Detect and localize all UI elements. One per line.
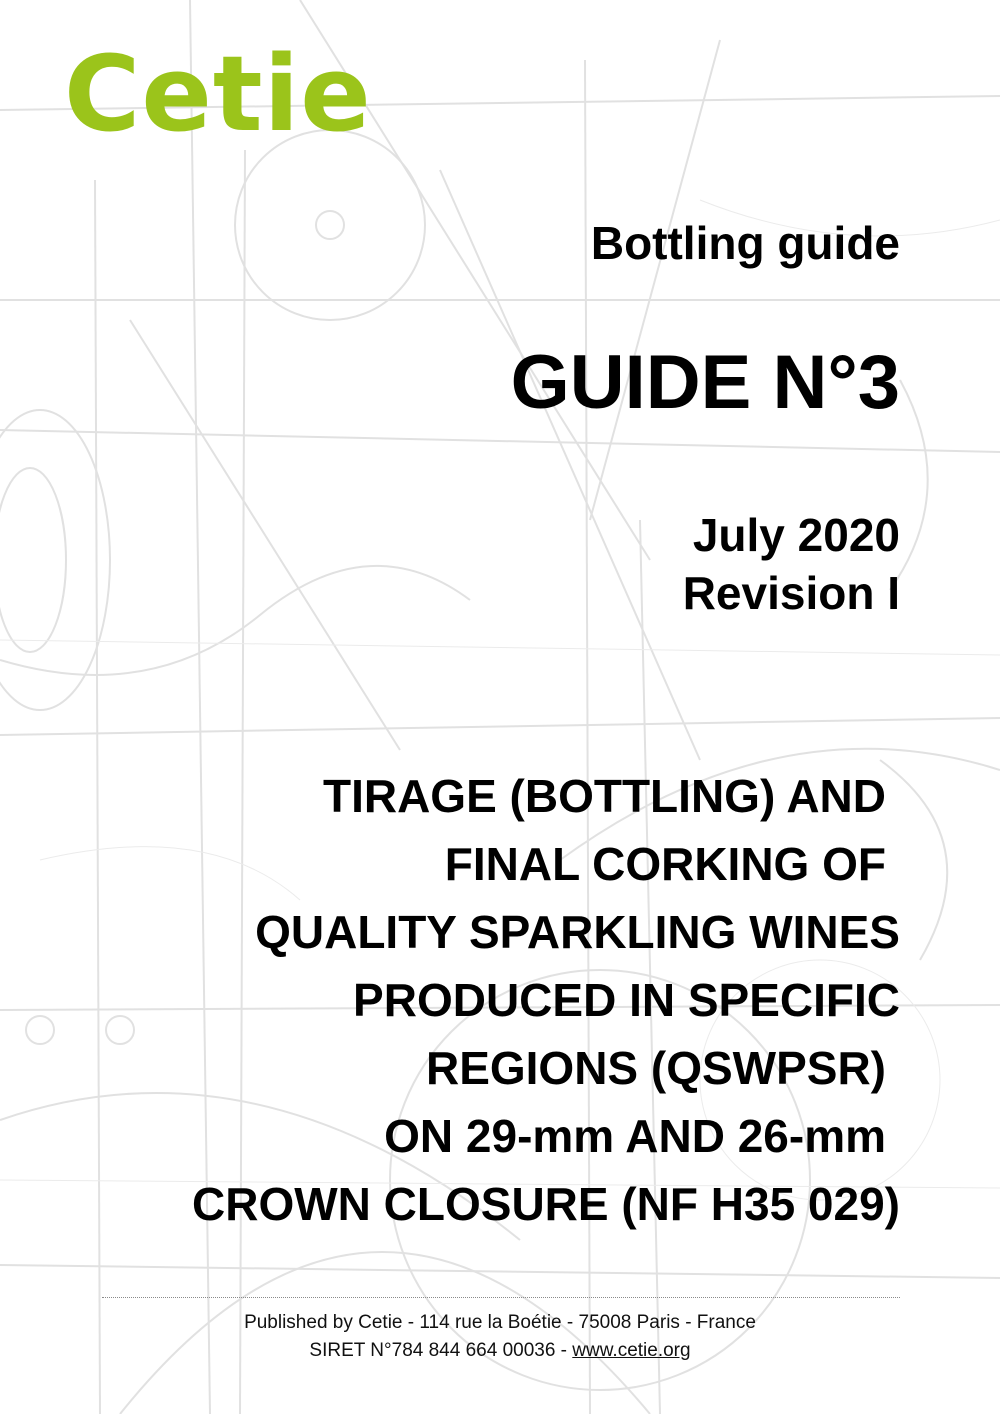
revision-label: Revision I xyxy=(682,567,900,619)
date-block xyxy=(683,506,900,622)
siret-text: SIRET N°784 844 664 00036 - xyxy=(309,1340,573,1361)
publisher-line: Published by Cetie - 114 rue la Boétie - 75008 Paris - France xyxy=(244,1312,756,1333)
title-line: PRODUCED IN SPECIFIC xyxy=(353,974,900,1026)
title-line: TIRAGE (BOTTLING) AND xyxy=(322,770,886,822)
footer xyxy=(0,1309,1000,1365)
cetie-logo: Cetie xyxy=(64,33,372,155)
title-line: FINAL CORKING OF xyxy=(444,838,886,890)
publication-date: July 2020 xyxy=(692,509,900,561)
title-line: REGIONS (QSWPSR) xyxy=(425,1042,886,1094)
guide-number: GUIDE N°3 xyxy=(510,340,900,425)
siret-line xyxy=(0,1337,1000,1365)
title-line: QUALITY SPARKLING WINES xyxy=(255,906,900,958)
title-line: ON 29-mm AND 26-mm xyxy=(384,1110,886,1162)
document-title xyxy=(0,762,900,1238)
footer-divider xyxy=(102,1297,900,1298)
website-link[interactable]: www.cetie.org xyxy=(572,1340,691,1361)
document-series: Bottling guide xyxy=(590,217,900,269)
title-line: CROWN CLOSURE (NF H35 029) xyxy=(192,1178,900,1230)
